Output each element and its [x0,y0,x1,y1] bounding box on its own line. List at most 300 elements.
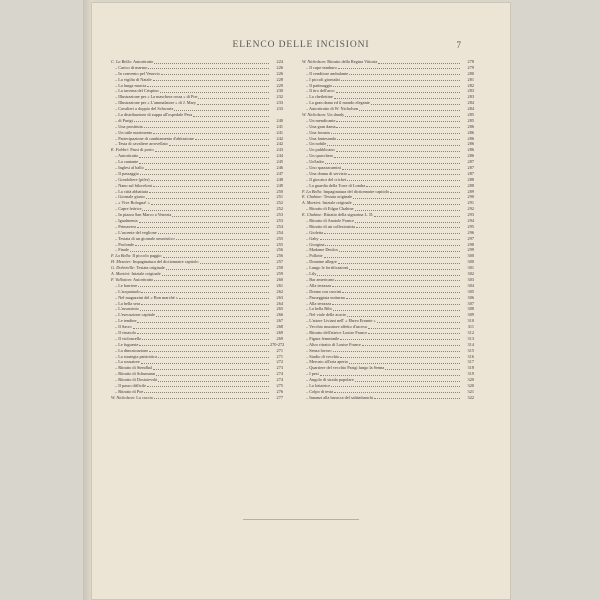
entry-text: Iniziale originale [321,200,352,206]
leader-dots [333,351,460,352]
entry-text: – La distribuzione di zuppa all'ospedale Pesa [115,112,193,117]
entry-author: G. Dohrieille: [111,265,136,271]
entry-text: – La lunga marcia [115,82,147,88]
entry-text: – Un utile nutrimento [115,129,153,135]
entry-text: – Il Sacro [115,324,132,330]
leader-dots [140,310,269,311]
entry-text: – Lungo le fortificazioni [306,265,349,271]
entry-page-number: 317 [467,359,474,365]
entry-text: – I piccoli giornalai [306,76,340,82]
leader-dots [153,133,269,134]
entry-text: – Giorgina [306,241,325,247]
leader-dots [342,169,460,170]
leader-dots [140,174,269,175]
entry-page-number: 254 [276,223,283,229]
entry-page-number: 232 [276,94,283,100]
entry-page-number: 322 [467,394,474,400]
leader-dots [336,121,460,122]
entry-page-number: 247 [276,170,283,176]
entry-text: – Una fantesanda [306,135,336,141]
entry-text: – Altro ritratto di Louise France [306,341,361,347]
entry-page-number: 246 [276,165,283,171]
leader-dots [342,292,460,293]
leader-dots [138,286,269,287]
entry-text: Autoritratto [132,276,154,282]
entry-author: H. Mesnier: [111,259,132,265]
entry-page-number: 300 [467,253,474,259]
leader-dots [320,375,460,376]
entry-page-number: 298 [467,241,474,247]
entry-page-number: 272 [276,359,283,365]
entry-text: – Il passo difficile [115,382,147,388]
entry-page-number: 287 [467,170,474,176]
leader-dots [195,139,269,140]
leader-dots [346,298,460,299]
entry-text: – Il capo-tamburo [306,64,337,70]
leader-dots [353,204,460,205]
entry-page-number: 300 [467,259,474,265]
entry-text: – Il giocator del cricket [306,176,347,182]
entry-text: Autoritratto [132,58,154,64]
entry-text: Testata originale [322,194,353,200]
entry-page-number: 305 [467,288,474,294]
entry-page-number: 233 [276,106,283,112]
entry-page-number: 281 [467,76,474,82]
entry-page-number: 253 [276,218,283,224]
entry-text: – Alla terrazza [306,282,332,288]
entry-text: – Studio di vecchio [306,353,340,359]
leader-dots [385,369,460,370]
entry-text: – Un nobile [306,141,327,147]
entry-text: Impaginatura del dictionnaire capitolo [131,259,199,265]
entry-text: – Ritratto di Edgar Chahine [306,206,354,212]
entry-page-number: 241 [276,123,283,129]
entry-text: – Gaby [306,235,319,241]
entry-text: – I pesi [306,371,319,377]
leader-dots [349,363,460,364]
entry-page-number: 316 [467,353,474,359]
entry-text: Un dandy [326,112,345,117]
entry-text: – Ritratto di Poe [115,388,144,394]
leader-dots [368,328,460,329]
entry-text: – La lottatrice [306,382,331,388]
entry-text: – Angolo di strada popolare [306,377,354,383]
index-column-right [302,59,474,401]
entry-page-number: 289 [467,188,474,194]
entry-text: Iniziale originale [130,271,161,277]
leader-dots [142,210,269,211]
entry-page-number: 297 [467,235,474,241]
leader-dots [336,127,460,128]
entry-page-number: 243 [276,147,283,153]
leader-dots [345,116,460,117]
entry-text: – La gran dama ed il mondo elegante [306,100,370,106]
leader-dots [153,80,269,81]
index-column-left [111,59,283,401]
entry-text: – Bar americano [306,276,335,282]
entry-text: – Passeggiata notturna [306,294,345,300]
leader-dots [371,104,460,105]
entry-text: – Donnine allegre [306,259,337,265]
leader-dots [355,222,460,223]
entry-text: – Ritratto di Dostoievski [115,377,158,383]
leader-dots [133,328,269,329]
leader-dots [197,104,269,105]
entry-text: – Cavalieri a doppio del Schwartz [115,106,174,112]
entry-page-number: 286 [467,141,474,147]
entry-page-number: 315 [467,347,474,353]
entry-page-number: 308 [467,306,474,312]
leader-dots [146,198,269,199]
entry-page-number: 277 [276,394,283,400]
entry-page-number: 278 [467,58,474,64]
entry-text: – La strategia patriottica [115,353,157,359]
entry-author: C. La Bella: [111,58,133,64]
entry-author: F. Vallotton: [111,276,133,282]
entry-page-number: 290 [467,194,474,200]
entry-page-number: 295 [467,223,474,229]
leader-dots [331,386,460,387]
entry-page-number: 321 [467,388,474,394]
entry-text: – La bella Bibi [306,306,332,312]
entry-text: – Giornale giusto [115,194,145,200]
leader-dots [338,263,460,264]
leader-dots [325,163,460,164]
entry-page-number: 310 [467,318,474,324]
entry-page-number: 318 [467,365,474,371]
entry-author: E. Fabbri: [111,147,130,153]
entry-text: – Capre lettrice [115,206,142,212]
entry-text: – « Vive Bologna! » [115,200,150,206]
entry-text: – Il tiro dell'arco [306,88,335,94]
entry-page-number: 233 [276,100,283,106]
entry-title [302,395,373,401]
entry-page-number: 286 [467,123,474,129]
entry-text: – Autoritratto [115,153,139,159]
leader-dots [144,392,269,393]
leader-dots [144,127,269,128]
leader-dots [347,180,460,181]
leader-dots [166,269,269,270]
entry-page-number: 250 [276,188,283,194]
entry-text: – Pollotte [306,253,323,259]
entry-page-number: 267 [276,318,283,324]
leader-dots [359,110,460,111]
leader-dots [337,139,460,140]
leader-dots [355,210,461,211]
leader-dots [137,227,269,228]
entry-page-number: 303 [467,276,474,282]
entry-text: – Un quacchero [306,153,334,159]
entry-page-number: 255 [276,241,283,247]
leader-dots [341,80,460,81]
entry-author: E. Chahine: [302,194,323,200]
entry-page-number: 226 [276,64,283,70]
entry-page-number: 291 [467,200,474,206]
leader-dots [378,63,460,64]
leader-dots [139,163,269,164]
leader-dots [200,263,269,264]
entry-page-number: 242 [276,141,283,147]
entry-page-number: 284 [467,106,474,112]
leader-dots [179,298,269,299]
leader-dots [156,375,269,376]
leader-dots [160,92,269,93]
entry-text: – Profonde [115,241,134,247]
leader-dots [353,198,460,199]
entry-text: – Carico di marmo [115,64,148,70]
entry-page-number: 228 [276,76,283,82]
entry-page-number: 273 [276,365,283,371]
bottom-rule [243,519,359,520]
entry-page-number: 269 [276,335,283,341]
leader-dots [198,98,269,99]
entry-page-number: 296 [467,229,474,235]
leader-dots [134,121,269,122]
leader-dots [366,186,460,187]
entry-text: – Una donna di servizio [306,170,348,176]
leader-dots [317,275,460,276]
entry-text: – Nel magazzini del « Bon marché » [115,294,178,300]
entry-page-number: 286 [467,153,474,159]
leader-dots [172,216,269,217]
entry-page-number: 319 [467,371,474,377]
leader-dots [149,351,269,352]
entry-page-number: 285 [467,112,474,117]
leader-dots [139,157,269,158]
entry-page-number: 266 [276,312,283,318]
entry-page-number: 245 [276,159,283,165]
entry-page-number: 263 [276,294,283,300]
entry-page-number: 255 [276,235,283,241]
index-entry [111,395,283,401]
entry-page-number: 279 [467,64,474,70]
leader-dots [340,339,460,340]
leader-dots [374,216,460,217]
entry-page-number: 251 [276,194,283,200]
entry-text: – Donna con cuscini [306,288,342,294]
entry-page-number: 242 [276,135,283,141]
entry-page-number: 240 [276,117,283,123]
leader-dots [137,322,269,323]
page-number: 7 [456,40,461,50]
entry-text: – Ritratto dell'attrice Louise France [306,329,367,335]
entry-page-number: 253 [276,212,283,218]
entry-page-number: 287 [467,159,474,165]
entry-page-number: 293 [467,212,474,218]
entry-text: – L'assassinio [115,306,139,312]
entry-page-number: 265 [276,306,283,312]
entry-page-number: 271 [276,347,283,353]
entry-text: – Figura femminile [306,335,340,341]
leader-dots [327,145,460,146]
leader-dots [324,233,460,234]
entry-page-number: 301 [467,265,474,271]
leader-dots [320,239,460,240]
entry-page-number: 256 [276,247,283,253]
leader-dots [156,316,269,317]
entry-text: – Le barriere [115,282,138,288]
entry-text: – Il pattinaggio [306,82,333,88]
entry-page-number: 254 [276,229,283,235]
leader-dots [174,110,269,111]
leader-dots [162,275,269,276]
entry-text: – Ritratto di Schumann [115,371,155,377]
leader-dots [154,63,269,64]
page-header [91,40,511,52]
entry-text: – Gioletta [306,229,324,235]
leader-dots [390,192,460,193]
entry-text: – Testa di cavaliere arrovellato [115,141,168,147]
leader-dots [336,151,460,152]
entry-text: – L'attore Liviani nell' « Ebreo Errante » [306,318,376,324]
entry-page-number: 260 [276,276,283,282]
leader-dots [142,339,269,340]
leader-dots [139,345,269,346]
entry-text: – La cheilettine [306,94,333,100]
entry-page-number: 274 [276,371,283,377]
leader-dots [349,74,460,75]
entry-page-number: 286 [467,135,474,141]
leader-dots [161,74,269,75]
entry-text: – Gondoliere (pifer) [115,176,150,182]
entry-page-number: 226 [276,70,283,76]
entry-text: – Una prostituta [115,123,143,129]
leader-dots [148,68,269,69]
leader-dots [141,363,269,364]
entry-page-number: 270-272 [270,341,285,347]
leader-dots [325,245,460,246]
entry-page-number: 252 [276,206,283,212]
entry-text: – La dimostrazione [115,347,149,353]
entry-page-number: 256 [276,253,283,259]
entry-page-number: 320 [467,382,474,388]
entry-text: – Le fugueste [115,341,139,347]
leader-dots [130,251,269,252]
entry-page-number: 248 [276,176,283,182]
leader-dots [153,186,269,187]
leader-dots [155,151,269,152]
leader-dots [332,304,460,305]
entry-page-number: 282 [467,82,474,88]
entry-text: – La città abbattuta [115,188,149,194]
entry-text: – Inglesi al ballo [115,165,144,171]
leader-dots [158,357,269,358]
leader-dots [193,116,269,117]
entry-page-number: 286 [467,129,474,135]
entry-page-number: 307 [467,300,474,306]
entry-text: – Ritratto di un collezionista [306,223,355,229]
entry-author: W. Nicholson: [111,394,136,400]
entry-text: – Le tendine [115,318,137,324]
leader-dots [347,316,460,317]
entry-page-number: 249 [276,182,283,188]
book-page [91,2,511,600]
entry-author: W. Nicholson: [302,58,327,64]
leader-dots [176,239,269,240]
leader-dots [163,257,269,258]
entry-page-number: 257 [276,259,283,265]
entry-text: – Nel viale delle acacie [306,312,347,318]
entry-text: – Autoritratto di W. Nicholson [306,106,359,112]
entry-page-number: 271 [276,353,283,359]
entry-text: – Ritratto di Stendhal [115,365,152,371]
entry-page-number: 299 [467,247,474,253]
entry-text: Ritratto della Regina Vittoria [326,58,378,64]
entry-text: – Il passaggio [115,170,139,176]
entry-page-number: 244 [276,153,283,159]
entry-text: – Nano sul biloceloni [115,182,152,188]
entry-text: – La bella sera [115,300,141,306]
entry-text: – Innanzi alla baracca del saltimbanchi [306,394,373,400]
entry-page-number: 309 [467,312,474,318]
entry-page-number: 230 [276,88,283,94]
entry-text: – La vigilia di Natale [115,76,152,82]
leader-dots [340,357,460,358]
entry-author: A. Martini: [111,271,131,277]
entry-text: – Mercato all'aria aperta [306,359,348,365]
entry-page-number: 259 [276,271,283,277]
entry-page-number: 292 [467,206,474,212]
entry-title [111,395,153,401]
leader-dots [137,333,269,334]
leader-dots [374,398,460,399]
entry-page-number: 275 [276,382,283,388]
entry-text: – Un mendicante [306,117,336,123]
leader-dots [336,92,460,93]
leader-dots [324,257,460,258]
entry-page-number: 302 [467,271,474,277]
leader-dots [141,292,269,293]
entry-text: – Il violoncello [115,335,142,341]
entry-text: – La cantante [115,159,139,165]
entry-page-number: 269 [276,329,283,335]
entry-author: E. Chahine: [302,212,323,218]
entry-text: – In piazza San Marco a Venezia [115,212,172,218]
entry-text: – Il vinaiolo [115,329,137,335]
entry-text: Ritratto della signorina L. D. [322,212,374,218]
entry-page-number: 288 [467,182,474,188]
entry-text: – Ritratto di Anatole France [306,218,354,224]
entry-page-number: 314 [467,341,474,347]
entry-page-number: 283 [467,94,474,100]
leader-dots [338,68,460,69]
leader-dots [334,157,460,158]
entry-text: – Quartiere del vecchio Parigi lungo la Senna [306,365,385,371]
entry-text: – Una fornaia [306,129,330,135]
entry-page-number: 285 [467,117,474,123]
entry-text: Impaginatura del dictionnaire capitolo [322,188,390,194]
entry-text: – Un pubblicano [306,147,335,153]
entry-text: – La scusatore [115,359,140,365]
leader-dots [145,169,269,170]
entry-text: – Una gran dama [306,123,336,129]
entry-page-number: 276 [276,388,283,394]
entry-author: F. La Bella: [302,188,323,194]
entry-author: F. La Bella: [111,253,132,259]
leader-dots [356,227,460,228]
entry-page-number: 252 [276,200,283,206]
leader-dots [141,304,269,305]
leader-dots [158,381,269,382]
entry-page-number: 258 [276,265,283,271]
leader-dots [151,204,269,205]
entry-text: – Finale [115,247,129,253]
leader-dots [147,86,269,87]
entry-text: – L'acquaiuolo [115,288,141,294]
entry-text: – Vecchio muratore affetto d'ascesa [306,324,367,330]
leader-dots [158,233,269,234]
